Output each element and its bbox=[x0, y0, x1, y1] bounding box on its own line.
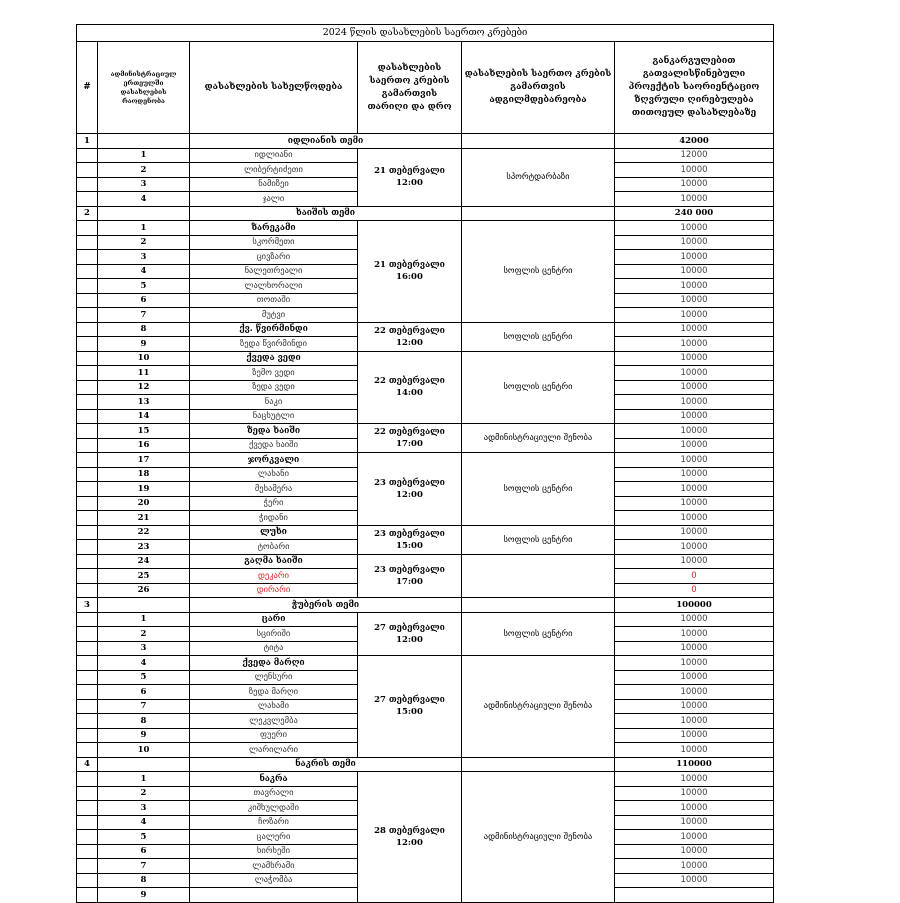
budget-amount: 10000 bbox=[615, 366, 774, 381]
meeting-location: სოფლის ცენტრი bbox=[462, 351, 615, 424]
row-number: 2 bbox=[98, 235, 190, 250]
group-total: 240 000 bbox=[615, 206, 774, 221]
settlement-name: ხირხეში bbox=[190, 844, 358, 859]
budget-amount: 10000 bbox=[615, 859, 774, 874]
row-spacer bbox=[77, 409, 98, 424]
settlement-name: ტობარი bbox=[190, 540, 358, 555]
row-number: 7 bbox=[98, 308, 190, 323]
budget-amount: 10000 bbox=[615, 685, 774, 700]
row-number: 23 bbox=[98, 540, 190, 555]
row-spacer bbox=[77, 670, 98, 685]
title-row bbox=[77, 25, 774, 42]
row-number: 26 bbox=[98, 583, 190, 598]
budget-amount: 10000 bbox=[615, 728, 774, 743]
row-number: 1 bbox=[98, 221, 190, 236]
meeting-date: 21 თებერვალი bbox=[374, 166, 445, 176]
row-number: 5 bbox=[98, 279, 190, 294]
header-budget: განკარგულებით გათვალისწინებული პროექტის საორიენტაციო ზღვრული ღირებულება თითოეულ დასახლებაზე bbox=[615, 42, 774, 134]
budget-amount: 10000 bbox=[615, 322, 774, 337]
row-number: 4 bbox=[98, 192, 190, 207]
group-empty-cell bbox=[98, 134, 190, 149]
budget-amount: 10000 bbox=[615, 380, 774, 395]
row-spacer bbox=[77, 540, 98, 555]
row-number: 11 bbox=[98, 366, 190, 381]
meeting-location: სოფლის ცენტრი bbox=[462, 453, 615, 526]
settlement-name: ლენსური bbox=[190, 670, 358, 685]
settlement-name: ლალხორალი bbox=[190, 279, 358, 294]
row-number: 12 bbox=[98, 380, 190, 395]
row-number: 24 bbox=[98, 554, 190, 569]
budget-amount: 10000 bbox=[615, 221, 774, 236]
budget-amount: 10000 bbox=[615, 714, 774, 729]
meeting-date: 22 თებერვალი bbox=[374, 376, 445, 387]
row-spacer bbox=[77, 337, 98, 352]
meeting-location: ადმინისტრაციული შენობა bbox=[462, 772, 615, 903]
table-row bbox=[77, 351, 774, 366]
row-number: 14 bbox=[98, 409, 190, 424]
row-number: 21 bbox=[98, 511, 190, 526]
budget-amount: 10000 bbox=[615, 511, 774, 526]
meeting-time: 12:00 bbox=[396, 489, 423, 500]
budget-amount: 10000 bbox=[615, 250, 774, 265]
meeting-datetime bbox=[358, 656, 462, 758]
budget-amount: 10000 bbox=[615, 873, 774, 888]
row-number: 7 bbox=[98, 859, 190, 874]
budget-amount: 10000 bbox=[615, 496, 774, 511]
row-spacer bbox=[77, 859, 98, 874]
meeting-datetime bbox=[358, 322, 462, 351]
settlement-meetings-table bbox=[76, 24, 774, 903]
row-number: 4 bbox=[98, 656, 190, 671]
row-spacer bbox=[77, 554, 98, 569]
group-name: იდლიანის თემი bbox=[190, 134, 462, 149]
settlement-name: ლუხი bbox=[190, 525, 358, 540]
row-spacer bbox=[77, 772, 98, 787]
budget-amount: 10000 bbox=[615, 235, 774, 250]
meeting-datetime bbox=[358, 525, 462, 554]
meeting-datetime bbox=[358, 772, 462, 903]
meeting-datetime bbox=[358, 148, 462, 206]
meeting-time: 15:00 bbox=[396, 707, 423, 718]
row-spacer bbox=[77, 192, 98, 207]
budget-amount: 10000 bbox=[615, 844, 774, 859]
row-number: 19 bbox=[98, 482, 190, 497]
row-spacer bbox=[77, 264, 98, 279]
budget-amount: 10000 bbox=[615, 293, 774, 308]
row-spacer bbox=[77, 279, 98, 294]
row-number: 25 bbox=[98, 569, 190, 584]
budget-amount: 10000 bbox=[615, 830, 774, 845]
budget-amount: 10000 bbox=[615, 641, 774, 656]
header-admin-unit: ადმინისტრაციულ ერთეულში დასახლების რაოდენობა bbox=[98, 42, 190, 134]
row-spacer bbox=[77, 496, 98, 511]
budget-amount: 10000 bbox=[615, 656, 774, 671]
settlement-name: ჯალი bbox=[190, 192, 358, 207]
row-spacer bbox=[77, 844, 98, 859]
budget-amount: 10000 bbox=[615, 554, 774, 569]
group-number: 2 bbox=[77, 206, 98, 221]
budget-amount: 10000 bbox=[615, 467, 774, 482]
settlement-name: ჩოზარი bbox=[190, 815, 358, 830]
settlement-name: ცალერი bbox=[190, 830, 358, 845]
settlement-name: ლეკვლემბა bbox=[190, 714, 358, 729]
meeting-date: 22 თებერვალი bbox=[374, 325, 445, 336]
meeting-location bbox=[462, 554, 615, 598]
row-number: 5 bbox=[98, 830, 190, 845]
settlement-name: ნაკრა bbox=[190, 772, 358, 787]
settlement-name: ზედა ვედი bbox=[190, 380, 358, 395]
table-row bbox=[77, 322, 774, 337]
row-spacer bbox=[77, 438, 98, 453]
row-spacer bbox=[77, 656, 98, 671]
settlement-name: ნაკი bbox=[190, 395, 358, 410]
row-spacer bbox=[77, 424, 98, 439]
budget-amount: 12000 bbox=[615, 148, 774, 163]
row-number: 6 bbox=[98, 685, 190, 700]
group-number: 1 bbox=[77, 134, 98, 149]
row-spacer bbox=[77, 308, 98, 323]
group-row bbox=[77, 757, 774, 772]
group-empty-cell bbox=[462, 134, 615, 149]
row-number: 1 bbox=[98, 148, 190, 163]
row-number: 6 bbox=[98, 844, 190, 859]
group-number: 4 bbox=[77, 757, 98, 772]
settlement-name: ლამხრამი bbox=[190, 859, 358, 874]
budget-amount: 10000 bbox=[615, 351, 774, 366]
budget-amount: 10000 bbox=[615, 815, 774, 830]
group-empty-cell bbox=[98, 757, 190, 772]
settlement-name: ლახანი bbox=[190, 467, 358, 482]
row-spacer bbox=[77, 148, 98, 163]
group-empty-cell bbox=[98, 206, 190, 221]
group-name: ჭუბერის თემი bbox=[190, 598, 462, 613]
budget-amount: 0 bbox=[615, 569, 774, 584]
settlement-name: ტიტა bbox=[190, 641, 358, 656]
budget-amount: 10000 bbox=[615, 177, 774, 192]
row-spacer bbox=[77, 453, 98, 468]
row-number: 3 bbox=[98, 801, 190, 816]
meeting-date: 27 თებერვალი bbox=[374, 622, 445, 633]
row-number: 1 bbox=[98, 612, 190, 627]
settlement-name: ზარეკამი bbox=[190, 221, 358, 236]
settlement-name: ზედა ხაიში bbox=[190, 424, 358, 439]
settlement-name: გაღმა ხაიში bbox=[190, 554, 358, 569]
budget-amount: 10000 bbox=[615, 438, 774, 453]
settlement-name: ცარი bbox=[190, 612, 358, 627]
settlement-name: ნაცხუტლი bbox=[190, 409, 358, 424]
header-num: # bbox=[77, 42, 98, 134]
settlement-name: თავრალი bbox=[190, 786, 358, 801]
meeting-datetime bbox=[358, 351, 462, 424]
row-number: 10 bbox=[98, 743, 190, 758]
meeting-location: ადმინისტრაციული შენობა bbox=[462, 656, 615, 758]
group-total: 110000 bbox=[615, 757, 774, 772]
meeting-datetime bbox=[358, 453, 462, 526]
settlement-name: ქვედა ვედი bbox=[190, 351, 358, 366]
row-number: 22 bbox=[98, 525, 190, 540]
settlement-name: ცივზარი bbox=[190, 250, 358, 265]
row-spacer bbox=[77, 177, 98, 192]
row-spacer bbox=[77, 163, 98, 178]
settlement-name: ლიბერტიძეთი bbox=[190, 163, 358, 178]
row-spacer bbox=[77, 801, 98, 816]
meeting-datetime bbox=[358, 221, 462, 323]
settlement-name: ზემო ვედი bbox=[190, 366, 358, 381]
budget-amount: 10000 bbox=[615, 409, 774, 424]
table-row bbox=[77, 525, 774, 540]
group-row bbox=[77, 206, 774, 221]
row-number: 18 bbox=[98, 467, 190, 482]
header-date-time: დასახლების საერთო კრების გამართვის თარიღი და დრო bbox=[358, 42, 462, 134]
row-spacer bbox=[77, 467, 98, 482]
page-corner-mark bbox=[770, 0, 772, 2]
table-row bbox=[77, 554, 774, 569]
settlement-name: თოთაში bbox=[190, 293, 358, 308]
budget-amount: 10000 bbox=[615, 337, 774, 352]
row-number: 16 bbox=[98, 438, 190, 453]
meeting-location: ადმინისტრაციული შენობა bbox=[462, 424, 615, 453]
settlement-name: იდლიანი bbox=[190, 148, 358, 163]
settlement-name: ზედა მარღი bbox=[190, 685, 358, 700]
row-spacer bbox=[77, 351, 98, 366]
row-spacer bbox=[77, 786, 98, 801]
settlement-name: ქვედა ხაიში bbox=[190, 438, 358, 453]
budget-amount: 10000 bbox=[615, 801, 774, 816]
budget-amount: 10000 bbox=[615, 453, 774, 468]
row-spacer bbox=[77, 743, 98, 758]
row-spacer bbox=[77, 873, 98, 888]
settlement-name: ფუერი bbox=[190, 728, 358, 743]
row-spacer bbox=[77, 511, 98, 526]
row-number: 13 bbox=[98, 395, 190, 410]
row-number: 2 bbox=[98, 163, 190, 178]
group-empty-cell bbox=[98, 598, 190, 613]
settlement-name: ნალეთრეალი bbox=[190, 264, 358, 279]
meeting-date: 23 თებერვალი bbox=[374, 528, 445, 539]
budget-amount: 0 bbox=[615, 583, 774, 598]
meeting-datetime bbox=[358, 424, 462, 453]
row-number: 15 bbox=[98, 424, 190, 439]
group-name: ხაიშის თემი bbox=[190, 206, 462, 221]
budget-amount: 10000 bbox=[615, 264, 774, 279]
group-empty-cell bbox=[462, 757, 615, 772]
settlement-name: ლაჭომბა bbox=[190, 873, 358, 888]
row-spacer bbox=[77, 482, 98, 497]
meeting-date: 27 თებერვალი bbox=[374, 695, 445, 706]
meeting-date: 28 თებერვალი bbox=[374, 825, 445, 836]
row-spacer bbox=[77, 728, 98, 743]
meeting-location: სოფლის ცენტრი bbox=[462, 322, 615, 351]
budget-amount: 10000 bbox=[615, 308, 774, 323]
group-empty-cell bbox=[462, 598, 615, 613]
row-number: 4 bbox=[98, 815, 190, 830]
meeting-date: 23 თებერვალი bbox=[374, 477, 445, 488]
row-spacer bbox=[77, 714, 98, 729]
meeting-location: სოფლის ცენტრი bbox=[462, 612, 615, 656]
settlement-name: ქვედა მარღი bbox=[190, 656, 358, 671]
table-title: 2024 წლის დასახლების საერთო კრებები bbox=[77, 25, 774, 42]
meeting-time: 12:00 bbox=[396, 837, 423, 848]
meeting-date: 23 თებერვალი bbox=[374, 564, 445, 575]
row-number: 8 bbox=[98, 714, 190, 729]
settlement-name: მუტვი bbox=[190, 308, 358, 323]
budget-amount: 10000 bbox=[615, 163, 774, 178]
row-spacer bbox=[77, 525, 98, 540]
table-row bbox=[77, 424, 774, 439]
row-number: 9 bbox=[98, 728, 190, 743]
meeting-date: 22 თებერვალი bbox=[374, 427, 445, 437]
header-settlement: დასახლების სახელწოდება bbox=[190, 42, 358, 134]
row-number: 9 bbox=[98, 888, 190, 903]
row-number: 4 bbox=[98, 264, 190, 279]
meeting-location: სპორტდარბაზი bbox=[462, 148, 615, 206]
budget-amount: 10000 bbox=[615, 612, 774, 627]
row-number: 8 bbox=[98, 873, 190, 888]
settlement-name: ჭერი bbox=[190, 496, 358, 511]
row-number: 2 bbox=[98, 786, 190, 801]
settlement-name: კიშხულდაში bbox=[190, 801, 358, 816]
meeting-time: 12:00 bbox=[396, 178, 423, 188]
meeting-time: 17:00 bbox=[396, 576, 423, 587]
header-row bbox=[77, 42, 774, 134]
meeting-datetime bbox=[358, 612, 462, 656]
table-row bbox=[77, 772, 774, 787]
row-number: 8 bbox=[98, 322, 190, 337]
group-row bbox=[77, 134, 774, 149]
row-spacer bbox=[77, 685, 98, 700]
row-spacer bbox=[77, 815, 98, 830]
meeting-time: 12:00 bbox=[396, 634, 423, 645]
budget-amount: 10000 bbox=[615, 627, 774, 642]
row-spacer bbox=[77, 699, 98, 714]
row-spacer bbox=[77, 380, 98, 395]
budget-amount: 10000 bbox=[615, 424, 774, 439]
meeting-time: 16:00 bbox=[396, 272, 423, 283]
budget-amount: 10000 bbox=[615, 743, 774, 758]
row-number: 3 bbox=[98, 641, 190, 656]
row-number: 1 bbox=[98, 772, 190, 787]
table-row bbox=[77, 148, 774, 163]
meeting-time: 15:00 bbox=[396, 540, 423, 551]
meeting-time: 12:00 bbox=[396, 337, 423, 348]
row-number: 17 bbox=[98, 453, 190, 468]
group-total: 100000 bbox=[615, 598, 774, 613]
row-spacer bbox=[77, 627, 98, 642]
budget-amount: 10000 bbox=[615, 279, 774, 294]
row-number: 3 bbox=[98, 177, 190, 192]
settlement-name: ნამიზეი bbox=[190, 177, 358, 192]
row-spacer bbox=[77, 221, 98, 236]
meeting-location: სოფლის ცენტრი bbox=[462, 525, 615, 554]
budget-amount: 10000 bbox=[615, 395, 774, 410]
meeting-time: 14:00 bbox=[396, 388, 423, 399]
row-spacer bbox=[77, 583, 98, 598]
row-spacer bbox=[77, 293, 98, 308]
settlement-name: ჯორკვალი bbox=[190, 453, 358, 468]
meeting-location: სოფლის ცენტრი bbox=[462, 221, 615, 323]
meeting-datetime bbox=[358, 554, 462, 598]
row-spacer bbox=[77, 322, 98, 337]
table-row bbox=[77, 656, 774, 671]
row-spacer bbox=[77, 250, 98, 265]
group-row bbox=[77, 598, 774, 613]
settlement-name: სცირიში bbox=[190, 627, 358, 642]
row-spacer bbox=[77, 830, 98, 845]
settlement-name: დირარი bbox=[190, 583, 358, 598]
row-number: 9 bbox=[98, 337, 190, 352]
budget-amount: 10000 bbox=[615, 786, 774, 801]
row-spacer bbox=[77, 569, 98, 584]
budget-amount: 10000 bbox=[615, 540, 774, 555]
settlement-name: მეხამერა bbox=[190, 482, 358, 497]
settlement-name: ქვ. წვირმინდი bbox=[190, 322, 358, 337]
row-number: 6 bbox=[98, 293, 190, 308]
row-number: 7 bbox=[98, 699, 190, 714]
budget-amount: 10000 bbox=[615, 482, 774, 497]
row-spacer bbox=[77, 235, 98, 250]
budget-amount: 10000 bbox=[615, 699, 774, 714]
row-number: 3 bbox=[98, 250, 190, 265]
budget-amount: 10000 bbox=[615, 192, 774, 207]
row-number: 10 bbox=[98, 351, 190, 366]
table-row bbox=[77, 612, 774, 627]
group-total: 42000 bbox=[615, 134, 774, 149]
row-spacer bbox=[77, 366, 98, 381]
row-number: 2 bbox=[98, 627, 190, 642]
settlement-name: სკორმეთი bbox=[190, 235, 358, 250]
budget-amount: 10000 bbox=[615, 670, 774, 685]
row-number: 5 bbox=[98, 670, 190, 685]
settlement-name: ზედა წვირმინდი bbox=[190, 337, 358, 352]
header-location: დასახლების საერთო კრების გამართვის ადგილმდებარეობა bbox=[462, 42, 615, 134]
meeting-time: 17:00 bbox=[396, 439, 423, 449]
budget-amount: 10000 bbox=[615, 772, 774, 787]
row-number: 20 bbox=[98, 496, 190, 511]
group-name: ნაკრის თემი bbox=[190, 757, 462, 772]
settlement-name: დეკარი bbox=[190, 569, 358, 584]
settlement-name: ჭიდანი bbox=[190, 511, 358, 526]
table-row bbox=[77, 453, 774, 468]
row-spacer bbox=[77, 641, 98, 656]
budget-amount: 10000 bbox=[615, 525, 774, 540]
table-row bbox=[77, 221, 774, 236]
group-number: 3 bbox=[77, 598, 98, 613]
meeting-date: 21 თებერვალი bbox=[374, 260, 445, 271]
settlement-name: ლარილარი bbox=[190, 743, 358, 758]
row-spacer bbox=[77, 612, 98, 627]
group-empty-cell bbox=[462, 206, 615, 221]
settlement-name: ლახამი bbox=[190, 699, 358, 714]
row-spacer bbox=[77, 395, 98, 410]
